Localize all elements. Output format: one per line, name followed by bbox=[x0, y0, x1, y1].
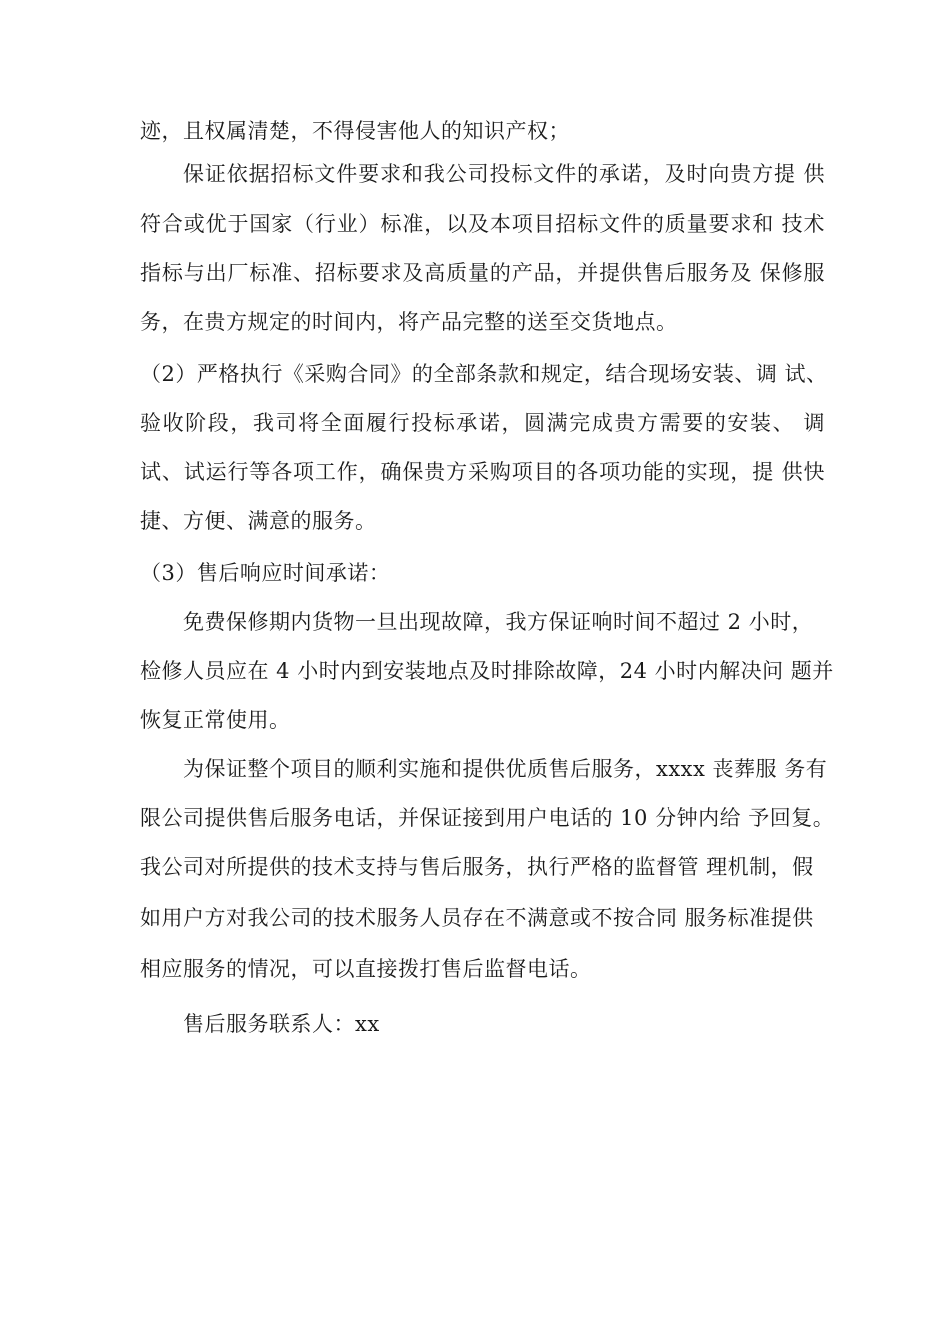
text-line: 迹，且权属清楚，不得侵害他人的知识产权； bbox=[140, 119, 570, 143]
text-line: 符合或优于国家（行业）标准，以及本项目招标文件的质量要求和 技术 bbox=[140, 212, 825, 236]
text-line: （2）严格执行《采购合同》的全部条款和规定，结合现场安装、调 试、 bbox=[140, 362, 828, 386]
text-line: 限公司提供售后服务电话，并保证接到用户电话的 10 分钟内给 予回复。 bbox=[140, 806, 835, 830]
text-line: 检修人员应在 4 小时内到安装地点及时排除故障，24 小时内解决问 题并 bbox=[140, 659, 834, 683]
text-line: 如用户方对我公司的技术服务人员存在不满意或不按合同 服务标准提供 bbox=[140, 906, 814, 930]
text-line: 指标与出厂标准、招标要求及高质量的产品，并提供售后服务及 保修服 bbox=[140, 261, 825, 285]
text-line: 务，在贵方规定的时间内，将产品完整的送至交货地点。 bbox=[140, 310, 678, 334]
text-line: 验收阶段，我司将全面履行投标承诺，圆满完成贵方需要的安装、 调 bbox=[140, 411, 825, 435]
text-line: 试、试运行等各项工作，确保贵方采购项目的各项功能的实现，提 供快 bbox=[140, 460, 825, 484]
text-line: 免费保修期内货物一旦出现故障，我方保证响时间不超过 2 小时， bbox=[183, 610, 814, 634]
text-line: 售后服务联系人：xx bbox=[183, 1012, 380, 1036]
text-line: 相应服务的情况，可以直接拨打售后监督电话。 bbox=[140, 957, 592, 981]
text-line: 捷、方便、满意的服务。 bbox=[140, 509, 377, 533]
text-line: 保证依据招标文件要求和我公司投标文件的承诺，及时向贵方提 供 bbox=[183, 162, 825, 186]
text-line: 我公司对所提供的技术支持与售后服务，执行严格的监督管 理机制，假 bbox=[140, 855, 814, 879]
text-line: （3）售后响应时间承诺： bbox=[140, 561, 391, 585]
text-line: 为保证整个项目的顺利实施和提供优质售后服务，xxxx 丧葬服 务有 bbox=[183, 757, 828, 781]
text-line: 恢复正常使用。 bbox=[140, 708, 291, 732]
